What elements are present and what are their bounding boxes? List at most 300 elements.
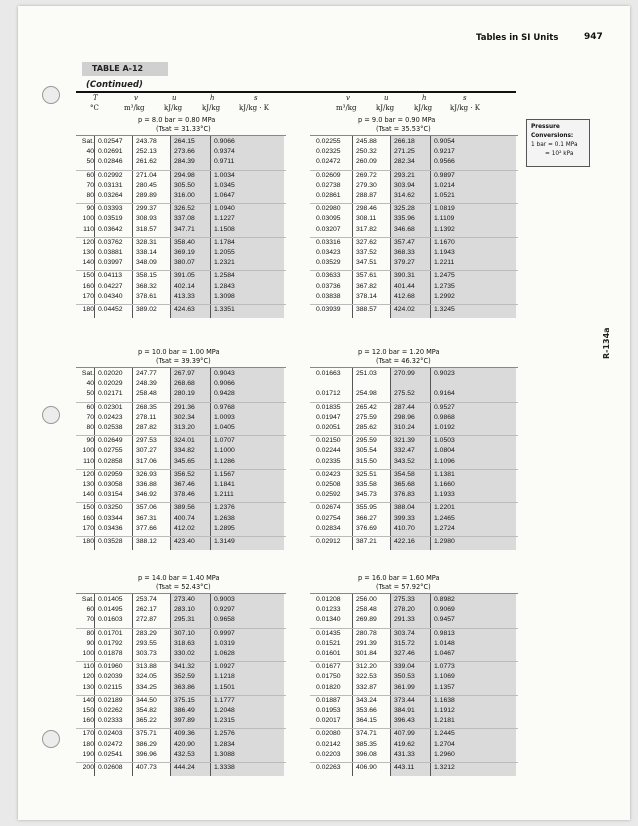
cell-h: 334.82: [174, 447, 195, 455]
cell-h: 423.40: [174, 538, 195, 545]
cell-v: 0.02051: [316, 424, 341, 431]
colhead-u-right: u: [384, 94, 389, 102]
cell-s: 1.2181: [434, 717, 455, 725]
cell-temperature: 170: [82, 524, 94, 532]
cell-temperature: 150: [82, 504, 94, 512]
cell-u: 299.37: [136, 205, 157, 213]
cell-u: 308.93: [136, 215, 157, 223]
cell-u: 280.45: [136, 181, 157, 189]
cell-h: 357.47: [394, 238, 415, 246]
cell-h: 332.47: [394, 447, 415, 455]
cell-h: 330.02: [174, 650, 195, 657]
colhead-h-right: h: [422, 94, 427, 102]
cell-u: 386.29: [136, 740, 157, 748]
cell-h: 284.39: [174, 158, 195, 166]
cell-s: 1.0773: [434, 663, 455, 671]
cell-u: 406.90: [356, 764, 377, 771]
cell-s: 1.0521: [434, 192, 455, 199]
cell-u: 258.48: [136, 390, 157, 398]
cell-v: 0.02189: [98, 696, 123, 704]
cell-h: 266.18: [394, 138, 415, 145]
block-pressure-caption: p = 9.0 bar = 0.90 MPa: [358, 116, 436, 124]
cell-s: 1.2992: [434, 292, 455, 300]
cell-h: 273.40: [174, 596, 195, 603]
cell-temperature: 120: [82, 470, 94, 478]
cell-s: 1.1943: [434, 249, 455, 256]
cell-h: 412.68: [394, 292, 415, 300]
cell-v: 0.04452: [98, 306, 123, 313]
cell-v: 0.03131: [98, 181, 123, 189]
row-group-rule: [310, 170, 518, 171]
cell-s: 1.2111: [214, 491, 234, 499]
row-group-rule: [310, 502, 518, 503]
cell-h: 379.27: [394, 259, 415, 267]
cell-u: 354.82: [136, 707, 157, 714]
cell-s: 0.9066: [214, 138, 235, 145]
column-divider: [430, 594, 431, 776]
cell-v: 0.02755: [98, 447, 123, 455]
cell-h: 388.04: [394, 504, 415, 512]
cell-u: 388.12: [136, 538, 157, 545]
cell-temperature: 120: [82, 673, 94, 681]
cell-h: 287.44: [394, 403, 415, 411]
cell-u: 378.14: [356, 292, 377, 300]
block-pressure-caption: p = 12.0 bar = 1.20 MPa: [358, 348, 440, 356]
cell-u: 347.51: [356, 259, 377, 267]
cell-v: 0.03633: [316, 272, 341, 280]
cell-s: 1.0927: [214, 663, 235, 671]
cell-u: 258.48: [356, 606, 377, 614]
cell-v: 0.02029: [98, 380, 123, 388]
cell-s: 1.2895: [214, 524, 235, 532]
column-divider: [132, 136, 133, 318]
cell-s: 1.1841: [214, 481, 235, 488]
cell-h: 280.19: [174, 390, 195, 398]
cell-h: 376.83: [394, 491, 415, 499]
cell-v: 0.03058: [98, 481, 123, 488]
cell-s: 1.2465: [434, 514, 455, 522]
cell-s: 1.1286: [214, 457, 235, 465]
cell-temperature: 150: [82, 272, 94, 280]
column-divider: [94, 594, 95, 776]
cell-u: 303.73: [136, 650, 157, 657]
column-divider: [210, 136, 211, 318]
cell-u: 278.11: [136, 413, 157, 421]
row-group-rule: [76, 762, 286, 763]
cell-h: 386.49: [174, 707, 195, 714]
cell-h: 410.70: [394, 524, 415, 532]
cell-v: 0.04113: [98, 272, 123, 280]
cell-temperature: 140: [82, 491, 94, 499]
cell-u: 368.32: [136, 282, 157, 290]
cell-s: 0.9997: [214, 629, 235, 637]
cell-u: 312.20: [356, 663, 377, 671]
cell-h: 268.68: [174, 380, 195, 388]
cell-v: 0.02255: [316, 138, 341, 145]
cell-u: 367.82: [356, 282, 377, 290]
cell-h: 420.90: [174, 740, 195, 748]
row-group-rule: [76, 237, 286, 238]
cell-u: 322.53: [356, 673, 377, 681]
running-header-title: Tables in SI Units: [476, 33, 559, 43]
cell-h: 273.66: [174, 148, 195, 156]
cell-s: 0.9527: [434, 403, 455, 411]
row-group-rule: [76, 435, 286, 436]
cell-temperature: 180: [82, 306, 94, 313]
cell-v: 0.04227: [98, 282, 123, 290]
cell-temperature: 190: [82, 750, 94, 758]
row-group-rule: [76, 661, 286, 662]
cell-h: 303.94: [394, 181, 415, 189]
cell-v: 0.01340: [316, 616, 341, 624]
cell-h: 356.52: [174, 470, 195, 478]
row-group-rule: [76, 469, 286, 470]
cell-u: 275.59: [356, 413, 377, 421]
cell-v: 0.03642: [98, 225, 123, 233]
cell-s: 1.2315: [214, 717, 235, 725]
cell-h: 422.16: [394, 538, 415, 545]
cell-s: 0.9457: [434, 616, 455, 624]
column-divider: [94, 136, 95, 318]
cell-v: 0.03264: [98, 192, 123, 199]
cell-u: 285.62: [356, 424, 377, 431]
cell-s: 0.9428: [214, 390, 235, 398]
cell-h: 291.33: [394, 616, 415, 624]
cell-h: 282.34: [394, 158, 415, 166]
cell-s: 1.0819: [434, 205, 455, 213]
cell-s: 1.1501: [214, 683, 235, 691]
cell-v: 0.02846: [98, 158, 123, 166]
cell-u: 283.29: [136, 629, 157, 637]
cell-u: 308.11: [356, 215, 377, 223]
cell-s: 1.0940: [214, 205, 235, 213]
cell-s: 1.2576: [214, 730, 235, 738]
row-group-rule: [310, 304, 518, 305]
cell-temperature: 50: [86, 390, 94, 398]
block-pressure-caption: p = 10.0 bar = 1.00 MPa: [138, 348, 220, 356]
cell-v: 0.02472: [316, 158, 341, 166]
row-group-rule: [310, 469, 518, 470]
cell-v: 0.02039: [98, 673, 123, 681]
cell-u: 279.30: [356, 181, 377, 189]
row-group-rule: [310, 203, 518, 204]
cell-h: 305.50: [174, 181, 195, 189]
cell-s: 1.1109: [434, 215, 455, 223]
cell-u: 332.87: [356, 683, 377, 691]
cell-v: 0.01701: [98, 629, 123, 637]
cell-s: 1.2048: [214, 707, 235, 714]
cell-u: 280.78: [356, 629, 377, 637]
cell-h: 318.63: [174, 639, 195, 647]
row-group-rule: [310, 661, 518, 662]
row-group-rule: [76, 728, 286, 729]
column-divider: [170, 368, 171, 550]
unit-v-left: m³/kg: [124, 104, 145, 112]
pressure-conversions-line1: 1 bar = 0.1 MPa: [531, 142, 578, 148]
column-divider: [352, 136, 353, 318]
cell-v: 0.01820: [316, 683, 341, 691]
row-group-rule: [310, 435, 518, 436]
cell-v: 0.03423: [316, 249, 341, 256]
cell-temperature: 110: [83, 225, 94, 233]
cell-h: 321.39: [394, 437, 415, 445]
cell-temperature: 160: [82, 514, 94, 522]
cell-s: 1.2201: [434, 504, 455, 512]
cell-u: 353.66: [356, 707, 377, 714]
cell-h: 343.52: [394, 457, 415, 465]
cell-u: 254.98: [356, 390, 377, 398]
cell-temperature: 100: [82, 447, 94, 455]
cell-temperature: 90: [86, 639, 94, 647]
cell-v: 0.01947: [316, 413, 341, 421]
cell-s: 0.9813: [434, 629, 455, 637]
cell-h: 324.01: [174, 437, 195, 445]
cell-h: 367.46: [174, 481, 195, 488]
row-group-rule: [76, 502, 286, 503]
cell-u: 289.89: [136, 192, 157, 199]
block-tsat-caption: (Tsat = 52.43°C): [156, 583, 211, 591]
cell-s: 1.0319: [214, 639, 235, 647]
cell-u: 250.32: [356, 148, 377, 156]
cell-temperature: Sat.: [81, 596, 94, 603]
cell-v: 0.03736: [316, 282, 341, 290]
cell-s: 1.1638: [434, 696, 455, 704]
pressure-conversions-title: Pressure Conversions:: [531, 124, 574, 139]
cell-v: 0.01495: [98, 606, 123, 614]
row-group-rule: [76, 304, 286, 305]
cell-s: 1.3098: [214, 292, 235, 300]
cell-temperature: 80: [86, 629, 94, 637]
cell-v: 0.02244: [316, 447, 341, 455]
cell-v: 0.01953: [316, 707, 341, 714]
cell-v: 0.02423: [316, 470, 341, 478]
cell-s: 0.9658: [214, 616, 235, 624]
cell-s: 0.9566: [434, 158, 455, 166]
cell-u: 388.57: [356, 306, 377, 313]
cell-u: 291.39: [356, 639, 377, 647]
cell-v: 0.02674: [316, 504, 341, 512]
page-number: 947: [584, 32, 603, 42]
cell-v: 0.03316: [316, 238, 341, 246]
cell-s: 1.1660: [434, 481, 455, 488]
cell-v: 0.01750: [316, 673, 341, 681]
cell-u: 365.22: [136, 717, 157, 725]
colhead-h-left: h: [210, 94, 215, 102]
cell-v: 0.02858: [98, 457, 123, 465]
pressure-conversions-line2: = 10² kPa: [545, 151, 574, 157]
cell-u: 407.73: [136, 764, 157, 771]
cell-v: 0.02403: [98, 730, 123, 738]
cell-h: 400.74: [174, 514, 195, 522]
cell-temperature: 170: [82, 292, 94, 300]
column-divider: [430, 368, 431, 550]
cell-h: 337.08: [174, 215, 195, 223]
column-divider: [390, 368, 391, 550]
row-group-rule: [310, 695, 518, 696]
cell-s: 1.1000: [214, 447, 235, 455]
cell-s: 0.9043: [214, 370, 235, 377]
cell-v: 0.01521: [316, 639, 341, 647]
cell-temperature: 180: [82, 740, 94, 748]
cell-s: 1.2843: [214, 282, 235, 290]
cell-u: 337.52: [356, 249, 377, 256]
cell-h: 271.25: [394, 148, 415, 156]
column-divider: [94, 368, 95, 550]
cell-v: 0.02203: [316, 750, 341, 758]
cell-s: 1.0034: [214, 171, 235, 179]
block-pressure-caption: p = 8.0 bar = 0.80 MPa: [138, 116, 216, 124]
unit-u-left: kJ/kg: [164, 104, 183, 112]
cell-s: 1.2724: [434, 524, 455, 532]
cell-h: 275.33: [394, 596, 415, 603]
binder-hole-bottom: [42, 730, 60, 748]
cell-h: 293.21: [394, 171, 415, 179]
cell-s: 0.9069: [434, 606, 455, 614]
cell-v: 0.02547: [98, 138, 123, 145]
cell-h: 396.43: [394, 717, 415, 725]
cell-h: 373.44: [394, 696, 415, 704]
cell-temperature: 40: [86, 148, 94, 156]
cell-v: 0.03528: [98, 538, 123, 545]
cell-temperature: 140: [82, 696, 94, 704]
cell-u: 260.09: [356, 158, 377, 166]
cell-s: 1.1670: [434, 238, 455, 246]
cell-v: 0.01835: [316, 403, 341, 411]
column-divider: [352, 594, 353, 776]
cell-v: 0.04340: [98, 292, 123, 300]
column-divider: [430, 136, 431, 318]
row-group-rule: [310, 728, 518, 729]
cell-u: 287.82: [136, 424, 157, 431]
cell-s: 1.3088: [214, 750, 235, 758]
cell-u: 268.35: [136, 403, 157, 411]
unit-v-right: m³/kg: [336, 104, 357, 112]
cell-s: 1.1096: [434, 457, 455, 465]
cell-temperature: 110: [83, 457, 94, 465]
cell-h: 298.96: [394, 413, 415, 421]
cell-h: 350.53: [394, 673, 415, 681]
cell-u: 315.50: [356, 457, 377, 465]
cell-s: 0.8982: [434, 596, 455, 603]
cell-u: 377.66: [136, 524, 157, 532]
cell-u: 317.82: [356, 225, 377, 233]
row-group-rule: [310, 762, 518, 763]
cell-u: 389.02: [136, 306, 157, 313]
row-group-rule: [310, 402, 518, 403]
cell-v: 0.03095: [316, 215, 341, 223]
cell-s: 0.9066: [214, 380, 235, 388]
cell-u: 374.71: [356, 730, 377, 738]
cell-h: 345.65: [174, 457, 195, 465]
cell-u: 269.72: [356, 171, 377, 179]
cell-temperature: 70: [86, 616, 94, 624]
cell-v: 0.02649: [98, 437, 123, 445]
unit-h-right: kJ/kg: [414, 104, 433, 112]
cell-s: 1.0647: [214, 192, 235, 199]
colhead-T: T: [93, 94, 98, 102]
cell-u: 305.54: [356, 447, 377, 455]
cell-u: 245.88: [356, 138, 377, 145]
cell-s: 1.2638: [214, 514, 235, 522]
cell-s: 0.9003: [214, 596, 235, 603]
cell-h: 378.46: [174, 491, 195, 499]
pressure-conversions-box: [526, 119, 590, 167]
cell-temperature: 160: [82, 282, 94, 290]
cell-v: 0.02017: [316, 717, 341, 725]
cell-s: 0.9374: [214, 148, 235, 156]
cell-u: 345.73: [356, 491, 377, 499]
row-group-rule: [310, 628, 518, 629]
cell-s: 1.1069: [434, 673, 455, 681]
cell-s: 1.1567: [214, 470, 235, 478]
cell-s: 1.0192: [434, 424, 455, 431]
cell-temperature: Sat.: [81, 138, 94, 145]
cell-temperature: 70: [86, 413, 94, 421]
cell-u: 265.42: [356, 403, 377, 411]
cell-temperature: 130: [82, 481, 94, 488]
cell-v: 0.02263: [316, 764, 341, 771]
continued-label: (Continued): [86, 80, 143, 90]
cell-u: 396.08: [356, 750, 377, 758]
cell-u: 376.69: [356, 524, 377, 532]
unit-s-right: kJ/kg · K: [450, 104, 481, 112]
cell-s: 1.2960: [434, 750, 455, 758]
cell-v: 0.02691: [98, 148, 123, 156]
cell-s: 1.1357: [434, 683, 455, 691]
header-rule: [76, 91, 516, 93]
cell-temperature: 150: [82, 707, 94, 714]
cell-s: 0.9297: [214, 606, 235, 614]
cell-temperature: 100: [82, 650, 94, 657]
cell-u: 335.58: [356, 481, 377, 488]
cell-h: 369.19: [174, 249, 195, 256]
cell-temperature: 110: [83, 663, 94, 671]
cell-h: 294.98: [174, 171, 195, 179]
cell-temperature: 90: [86, 205, 94, 213]
cell-s: 0.9897: [434, 171, 455, 179]
cell-u: 375.71: [136, 730, 157, 738]
cell-s: 1.1777: [214, 696, 235, 704]
cell-v: 0.02541: [98, 750, 123, 758]
cell-h: 291.36: [174, 403, 195, 411]
cell-v: 0.03436: [98, 524, 123, 532]
cell-v: 0.01663: [316, 370, 341, 377]
cell-v: 0.02325: [316, 148, 341, 156]
column-divider: [210, 594, 211, 776]
cell-u: 253.74: [136, 596, 157, 603]
cell-v: 0.02861: [316, 192, 341, 199]
cell-h: 307.10: [174, 629, 195, 637]
cell-h: 391.05: [174, 272, 195, 280]
cell-h: 407.99: [394, 730, 415, 738]
cell-u: 343.24: [356, 696, 377, 704]
cell-h: 325.28: [394, 205, 415, 213]
row-group-rule: [76, 270, 286, 271]
unit-u-right: kJ/kg: [376, 104, 395, 112]
cell-v: 0.03838: [316, 292, 341, 300]
colhead-s-left: s: [254, 94, 258, 102]
cell-h: 278.20: [394, 606, 415, 614]
cell-v: 0.01208: [316, 596, 341, 603]
cell-v: 0.01405: [98, 596, 123, 603]
cell-temperature: 120: [82, 238, 94, 246]
cell-h: 314.62: [394, 192, 415, 199]
cell-h: 389.56: [174, 504, 195, 512]
block-tsat-caption: (Tsat = 31.33°C): [156, 125, 211, 133]
cell-s: 1.0804: [434, 447, 455, 455]
cell-temperature: 140: [82, 259, 94, 267]
cell-h: 264.15: [174, 138, 195, 145]
